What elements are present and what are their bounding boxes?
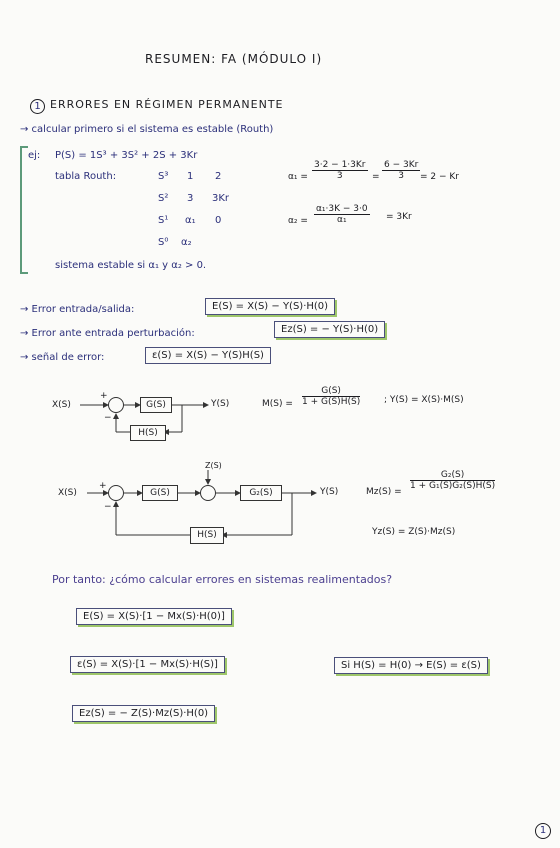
routh-label: tabla Routh:	[55, 171, 117, 182]
definition-formula-box: E(S) = X(S) − Y(S)·H(0)	[205, 298, 335, 315]
routh-cell: S²	[158, 193, 169, 204]
diagram2-minus: −	[104, 502, 112, 512]
definition-label: → Error ante entrada perturbación:	[20, 328, 195, 339]
question-text: Por tanto: ¿cómo calcular errores en sistemas realimentados?	[52, 573, 393, 586]
equals-sign: =	[372, 172, 380, 182]
alpha2-num: α₁·3K − 3·0	[316, 204, 368, 214]
diagram1-output: Y(S)	[211, 399, 230, 409]
routh-cell: 0	[215, 215, 222, 226]
result-formula-box: ε(S) = X(S)·[1 − Mx(S)·H(S)]	[70, 656, 225, 673]
diagram2-mz-lhs: Mz(S) =	[366, 487, 402, 497]
diagram2-feedback-block: H(S)	[190, 527, 224, 544]
diagram2-mz-den: 1 + G₁(S)G₂(S)H(S)	[410, 481, 496, 491]
diagram2-g1-block: G(S)	[142, 485, 178, 501]
routh-cell: α₂	[181, 237, 192, 248]
diagram2-mz-fraction	[410, 470, 495, 491]
routh-cell: S¹	[158, 215, 169, 226]
section-title: ERRORES EN RÉGIMEN PERMANENTE	[50, 98, 284, 111]
polynomial: P(S) = 1S³ + 3S² + 2S + 3Kr	[55, 150, 198, 161]
diagram1-m-lhs: M(S) =	[262, 399, 293, 409]
note-formula-box: Si H(S) = H(0) → E(S) = ε(S)	[334, 657, 488, 674]
diagram1-plus: +	[100, 391, 108, 401]
diagram1-minus: −	[104, 413, 112, 423]
result-formula-box: E(S) = X(S)·[1 − Mx(S)·H(0)]	[76, 608, 232, 625]
definition-formula-box: Ez(S) = − Y(S)·H(0)	[274, 321, 385, 338]
step-calc: → calcular primero si el sistema es estable (Routh)	[20, 124, 274, 135]
diagram1-feedback-block: H(S)	[130, 425, 166, 441]
diagram2-g2-block: G₂(S)	[240, 485, 282, 501]
diagram2-input: X(S)	[58, 488, 77, 498]
routh-cell: 2	[215, 171, 222, 182]
diagram1-y-eq: ; Y(S) = X(S)·M(S)	[384, 395, 464, 405]
diagram1-m-num: G(S)	[302, 386, 360, 397]
diagram1-input: X(S)	[52, 400, 71, 410]
page-number: 1	[535, 823, 551, 839]
definition-label: → señal de error:	[20, 352, 105, 363]
diagram2-yz-eq: Yz(S) = Z(S)·Mz(S)	[372, 527, 456, 537]
diagram1-m-fraction	[302, 386, 360, 407]
routh-cell: α₁	[185, 215, 196, 226]
diagram2-mz-num: G₂(S)	[410, 470, 495, 481]
definition-label: → Error entrada/salida:	[20, 304, 135, 315]
alpha1-num1: 3·2 − 1·3Kr	[314, 160, 366, 170]
alpha2-result: = 3Kr	[386, 212, 412, 222]
diagram2-output: Y(S)	[320, 487, 339, 497]
diagram2-plus: +	[99, 481, 107, 491]
definition-formula-box: ε(S) = X(S) − Y(S)H(S)	[145, 347, 271, 364]
alpha1-lhs: α₁ =	[288, 172, 308, 182]
diagram1-forward-block: G(S)	[140, 397, 172, 413]
alpha1-num2: 6 − 3Kr	[384, 160, 419, 170]
diagram2-disturbance-junction	[200, 485, 216, 501]
routh-cell: 1	[187, 171, 194, 182]
diagram1-m-den: 1 + G(S)H(S)	[302, 397, 361, 407]
stable-text: sistema estable si α₁ y α₂ > 0.	[55, 260, 207, 271]
alpha2-lhs: α₂ =	[288, 216, 308, 226]
routh-cell: S⁰	[158, 237, 169, 248]
routh-cell: 3	[187, 193, 194, 204]
routh-cell: S³	[158, 171, 169, 182]
page-title: RESUMEN: FA (MÓDULO I)	[145, 52, 323, 66]
alpha2-den: α₁	[337, 215, 347, 225]
routh-cell: 3Kr	[212, 193, 230, 204]
result-formula-box: Ez(S) = − Z(S)·Mz(S)·H(0)	[72, 705, 215, 722]
diagram2-summing-junction	[108, 485, 124, 501]
alpha1-den1: 3	[336, 171, 343, 181]
example-label: ej:	[28, 150, 41, 161]
alpha1-den2: 3	[398, 171, 405, 181]
diagram1-summing-junction	[108, 397, 124, 413]
diagram2-disturbance: Z(S)	[205, 461, 222, 470]
section-number: 1	[30, 99, 45, 114]
alpha1-result: = 2 − Kr	[420, 172, 459, 182]
